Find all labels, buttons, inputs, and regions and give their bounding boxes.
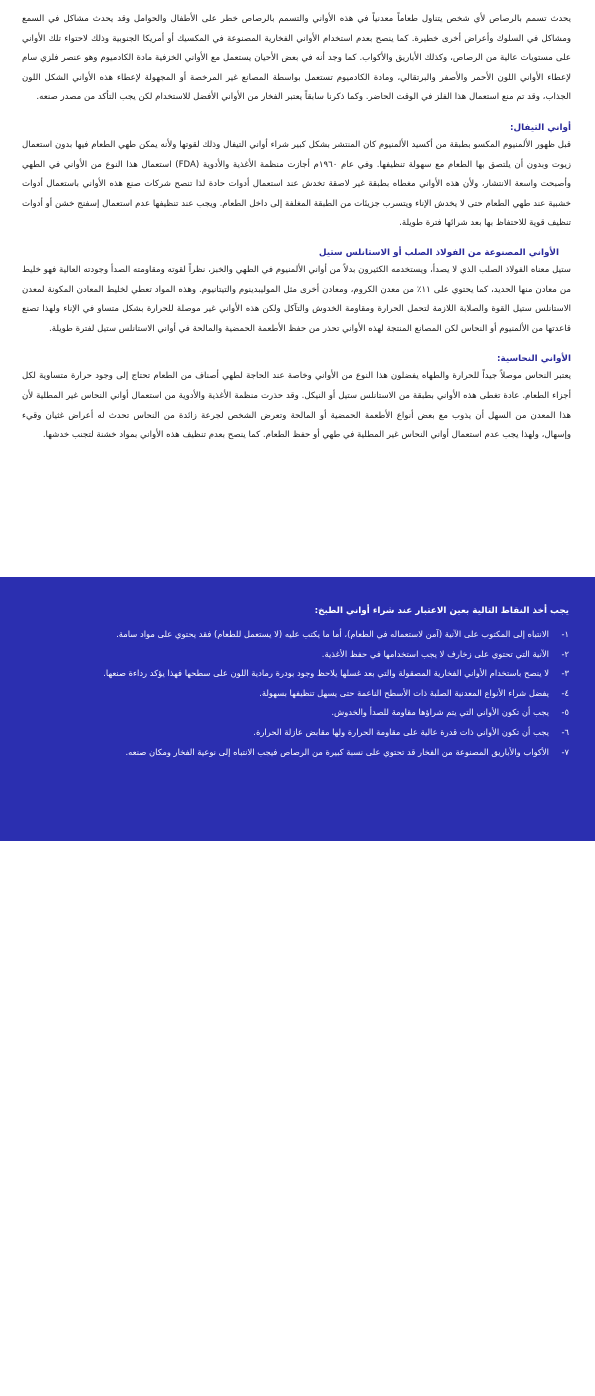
tips-box [0, 577, 595, 1396]
tip-number: ٢- [561, 648, 569, 659]
tip-item [26, 664, 569, 684]
section-heading-steel: الأواني المصنوعة من الفولاذ الصلب أو الاستانلس ستيل [318, 247, 559, 258]
tip-number: ٧- [561, 746, 569, 757]
section-heading-tefal: أواني التيفال: [509, 122, 571, 133]
intro-paragraph: يحدث تسمم بالرصاص لأي شخص يتناول طعاماً معدنياً في هذه الأواني والتسمم بالرصاص خطر على الأطفال والحوامل وقد يحدث مشاكل في السمع ومشاكل في السلوك وأعراض أخرى خطيرة. كما ينصح بعدم استخدام الأواني الفخارية المصنوعة في المكسيك أو أمريكا الجنوبية وذلك لاحتواء تلك الأواني على مستويات عالية من الرصاص، وكذلك الأباريق والأكواب. كما وجد أنه في بعض الأحيان يستعمل مع الأواني الخزفية مادة الكادميوم وهو عنصر فلزي سام لإعطاء الأواني اللون الأحمر والأصفر والبرتقالي، ومادة الكادميوم تستعمل بواسطة المصانع غير المرخصة أو المجهولة لإعطاء هذه الأواني الشكل اللون الجذاب، وقد تم منع استعمال هذا الفلز في الوقت الحاضر. وكما ذكرنا سابقاً يعتبر الفخار من الأواني الأفضل للاستخدام لكن يجب التأكد من مصدر صنعه. [22, 14, 571, 103]
tip-item [26, 645, 569, 665]
tip-item [26, 625, 569, 645]
tips-list [26, 625, 569, 762]
tip-item [26, 703, 569, 723]
main-text [22, 6, 571, 446]
tip-number: ٤- [561, 687, 569, 698]
section-body-copper: يعتبر النحاس موصلاً جيداً للحرارة والطهاه يفضلون هذا النوع من الأواني وخاصة عند الحاجة لطهي أصناف من الطعام تحتاج إلى وجود حرارة متساوية لكل أجزاء الطعام. عادة تغطى هذه الأواني بطبقة من الاستانلس ستيل أو النيكل. وقد حذرت منظمة الأغذية والأدوية من استعمال أواني النحاس غير المطلية لأن هذا المعدن من السهل أن يذوب مع بعض أنواع الأطعمة الحمضية أو المالحة وتعرض الشخص لجرعة زائدة من النحاس تحدث له أعراض غثيان وقيء وإسهال، ولهذا يجب عدم استعمال أواني النحاس غير المطلية في طهي أو حفظ الطعام. كما ينصح بعدم تنظيف هذه الأواني بمواد خشنة لتجنب خدشها. [22, 371, 571, 441]
tip-number: ٣- [561, 668, 569, 679]
tip-text: الآنية التي تحتوي على زخارف لا يجب استخدامها في حفظ الأغذية. [321, 648, 549, 659]
tip-text: يفضل شراء الأنواع المعدنية الصلبة ذات الأسطح الناعمة حتى يسهل تنظيفها بسهولة. [259, 687, 549, 698]
page-number: 119 [8, 1383, 29, 1396]
section-body-steel: ستيل معناه الفولاذ الصلب الذي لا يصدأ، ويستخدمه الكثيرون بدلاً من أواني الألمنيوم في الطهي والخبز، نظراً لقوته ومقاومته الصدأ وجودته العالية فهو خليط من معادن منها الحديد، كما يحتوي على ١١٪ من معدن الكروم، ومعادن أخرى مثل الموليبدينوم والتيتانيوم. وهذه المواد تعطي لخليط المعادن المكونة لمعدن الاستانلس ستيل القوة والصلابة اللازمة لتحمل الحرارة ومقاومة الخدوش والتآكل ولكن هذه الأواني غير موصلة للحرارة بشكل متساو في الإناء ولهذا تصنع قاعدتها من الألمنيوم أو النحاس لكن المصانع المنتجة لهذه الأواني تحذر من حفظ الأطعمة الحمضية والمالحة في أواني الاستانلس ستيل لفترة طويلة. [22, 264, 571, 334]
tip-item [26, 723, 569, 743]
tips-box-inner [26, 603, 569, 762]
tip-text: يجب أن تكون الأواني التي يتم شراؤها مقاومة للصدأ والخدوش. [331, 707, 549, 718]
section-heading-copper: الأواني النحاسية: [497, 354, 571, 365]
tip-text: الانتباه إلى المكتوب على الآنية (آمن لاستعماله في الطعام)، أما ما يكتب عليه (لا يستعمل للطعام) فقد يحتوي على مواد سامة. [116, 629, 549, 639]
tip-item [26, 743, 569, 763]
tip-item [26, 684, 569, 704]
tip-number: ١- [561, 629, 569, 639]
tip-number: ٥- [561, 707, 569, 718]
tip-text: لا ينصح باستخدام الأواني الفخارية المصقولة والتي بعد غسلها يلاحظ وجود بودرة رمادية اللون على سطحها فهذا يؤكد رداءة صنعها. [103, 668, 549, 679]
tip-text: يجب أن تكون الأواني ذات قدرة عالية على مقاومة الحرارة ولها مقابض عازلة الحرارة. [253, 726, 549, 737]
tip-number: ٦- [561, 726, 569, 737]
tip-text: الأكواب والأباريق المصنوعة من الفخار قد تحتوي على نسبة كبيرة من الرصاص فيجب الانتباه إلى نوعية الفخار ومكان صنعه. [125, 746, 549, 757]
section-body-tefal: قبل ظهور الألمنيوم المكسو بطبقة من أكسيد الألمنيوم كان المنتشر بشكل كبير شراء أواني التيفال وذلك لقوتها ولأنه يمكن طهي الطعام فيها بدون استعمال زيوت وبدون أن يلتصق بها الطعام مع سهولة تنظيفها. وفي عام ١٩٦٠م أجازت منظمة الأغذية والأدوية (FDA) استعمال هذا النوع من الأواني في الطهي وأصبحت واسعة الانتشار، ولأن هذه الأواني مغطاه بطبقة غير لاصقة تخدش عند استعمال أدوات حادة لذا تنصح شركات صنع هذه الأواني باستعمال أدوات خشبية عند طهي الطعام حتى لا يخدش الإناء ويتسرب جزيئات من الطبقة المغلفة إلى داخل الطعام. ويجب عند تنظيفها عدم استعمال إسفنج خشن أو أدوات تنظيف قوية للاحتفاظ بها بعد شرائها فترة طويلة. [22, 139, 571, 229]
tips-title: يجب أخذ النقاط التالية بعين الاعتبار عند شراء أواني الطبخ: [314, 606, 569, 616]
